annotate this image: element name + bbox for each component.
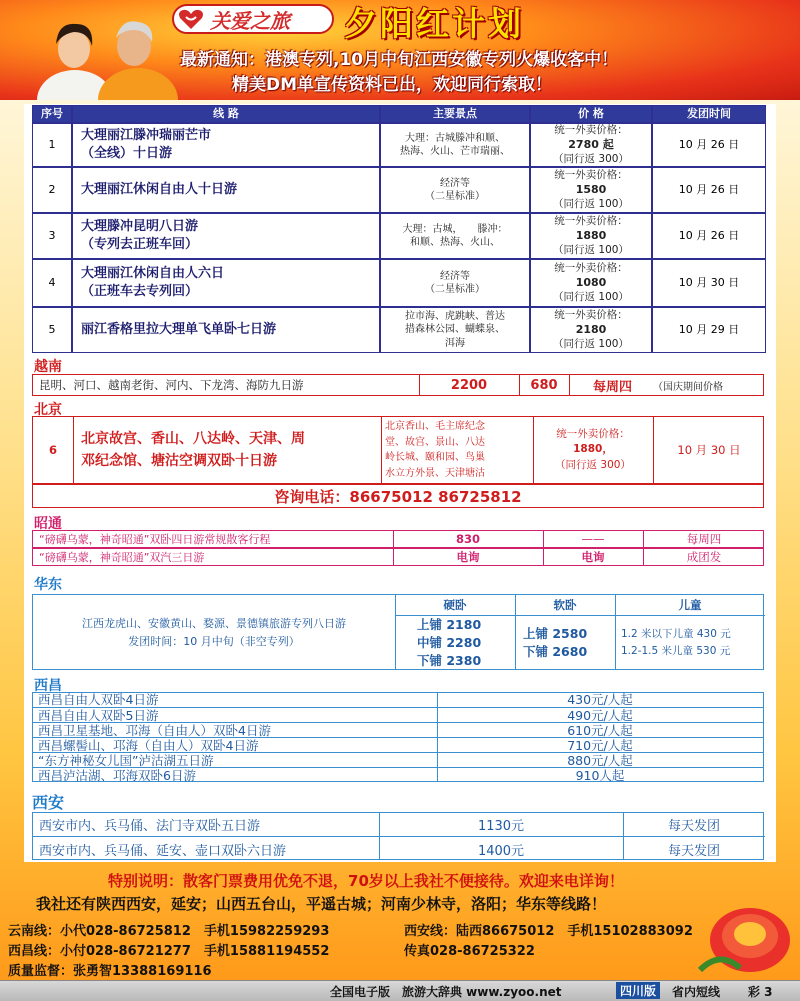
huadong-col-hard: 硬卧 <box>443 598 467 612</box>
row5-spots <box>380 307 530 353</box>
huadong-child-2: 1.2-1.5 米儿童 530 元 <box>621 645 731 657</box>
xichang-price: 910人起 <box>575 768 625 783</box>
zhaotong-price-1: 830 <box>455 532 480 546</box>
beijing-route <box>81 417 381 483</box>
beijing-date: 10 月 30 日 <box>677 443 741 457</box>
zhaotong-route-2: “磅礴乌蒙，神奇昭通”双汽三日游 <box>39 551 205 564</box>
row1-spots <box>380 123 530 167</box>
row1-route-line2: （全线）十日游 <box>81 146 173 161</box>
xian-schedule-1: 每天发团 <box>667 819 720 834</box>
row4-price-value: 1080 <box>575 275 607 289</box>
row3-no: 3 <box>32 213 72 259</box>
peony-flower-icon <box>690 890 800 980</box>
row1-route <box>72 123 380 167</box>
th-date: 发团时间 <box>652 105 766 123</box>
beijing-spot2: 堂、故宫、景山、八达 <box>385 436 485 448</box>
row5-date: 10 月 29 日 <box>652 307 766 353</box>
notice-line-2: 精美DM单宣传资料已出，欢迎同行索取！ <box>232 75 553 95</box>
section-beijing: 北京 <box>34 402 62 418</box>
xichang-route: 西昌螺髻山、邛海（自由人）双卧4日游 <box>38 738 259 753</box>
row3-route-line2: （专列去正班车回） <box>81 237 199 252</box>
row2-price-value: 1580 <box>575 182 607 196</box>
zhaotong-row-1 <box>32 530 764 548</box>
xichang-route: 西昌自由人双卧4日游 <box>38 692 159 707</box>
xichang-route: 西昌泸沽湖、邛海双卧6日游 <box>38 768 196 783</box>
row3-route-line1: 大理滕冲昆明八日游 <box>81 219 199 235</box>
row1-route-line1: 大理丽江滕冲瑞丽芒市 <box>81 128 212 144</box>
contact-yunnan: 云南线：小代028-86725812 手机15982259293 <box>8 924 330 939</box>
logo-text: 关爱之旅 <box>210 8 290 33</box>
brand-logo <box>172 4 334 34</box>
huadong-soft-2: 下铺 2680 <box>523 644 588 659</box>
zhaotong-price-2: 电询 <box>456 550 480 564</box>
row5-spot3: 洱海 <box>445 337 465 349</box>
more-routes: 我社还有陕西西安，延安；山西五台山，平遥古城；河南少林寺，洛阳；华东等线路！ <box>36 895 607 913</box>
special-label: 特别说明： <box>108 872 184 890</box>
th-no: 序号 <box>32 105 72 123</box>
header-banner <box>0 0 800 100</box>
th-price: 价 格 <box>530 105 652 123</box>
contact-quality: 质量监督：张勇智13388169116 <box>8 964 212 979</box>
huadong-soft-1: 上铺 2580 <box>523 625 588 641</box>
row2-spots <box>380 167 530 213</box>
xichang-row <box>32 722 764 737</box>
row3-date: 10 月 26 日 <box>652 213 766 259</box>
row1-price-value: 2780 起 <box>568 137 614 151</box>
section-xian: 西安 <box>32 793 65 812</box>
row5-no: 5 <box>32 307 72 353</box>
huadong-col-soft: 软卧 <box>553 598 577 612</box>
row2-spot2: （二星标准） <box>425 191 485 202</box>
xichang-route: 西昌卫星基地、邛海（自由人）双卧4日游 <box>38 723 271 738</box>
row4-no: 4 <box>32 259 72 307</box>
xichang-route: “东方神秘女儿国”泸沽湖五日游 <box>38 753 214 768</box>
vietnam-route: 昆明、河口、越南老街、河内、下龙湾、海防九日游 <box>39 378 304 392</box>
row3-price <box>530 213 652 259</box>
zhaotong-peer-1: —— <box>581 532 605 546</box>
row1-price-peer: （同行返 300） <box>553 153 629 166</box>
row4-price-peer: （同行返 100） <box>553 291 629 304</box>
huadong-child-1: 1.2 米以下儿童 430 元 <box>621 628 731 641</box>
section-vietnam: 越南 <box>34 359 62 375</box>
beijing-price <box>533 417 653 483</box>
bottom-bar-section: 省内短线 <box>672 985 721 999</box>
xichang-row <box>32 767 764 782</box>
row4-date: 10 月 30 日 <box>652 259 766 307</box>
zhaotong-schedule-2: 成团发 <box>686 550 722 564</box>
xian-route-2: 西安市内、兵马俑、延安、壶口双卧六日游 <box>39 843 287 859</box>
heart-icon <box>178 8 204 30</box>
xian-schedule-2: 每天发团 <box>667 843 720 859</box>
xichang-price: 430元/人起 <box>567 692 633 707</box>
huadong-col-child: 儿童 <box>678 598 702 612</box>
row4-price <box>530 259 652 307</box>
xichang-price: 610元/人起 <box>567 723 633 738</box>
contact-fax: 传真028-86725322 <box>404 944 535 959</box>
row1-price <box>530 123 652 167</box>
bottom-bar-edition: 四川版 <box>616 982 660 999</box>
row4-route-line2: （正班车去专列回） <box>81 284 199 299</box>
huadong-hard-prices <box>417 615 481 671</box>
xichang-price: 880元/人起 <box>567 753 633 768</box>
row4-price-label: 统一外卖价格： <box>554 262 628 275</box>
row5-price <box>530 307 652 353</box>
row3-route <box>72 213 380 259</box>
huadong-child-prices <box>621 615 731 671</box>
row2-date: 10 月 26 日 <box>652 167 766 213</box>
huadong-table <box>32 594 764 670</box>
notice-line-1: 最新通知：港澳专列,10月中旬江西安徽专列火爆收客中！ <box>180 50 619 70</box>
th-route: 线 路 <box>72 105 380 123</box>
beijing-spots <box>385 417 533 483</box>
zhaotong-route-1: “磅礴乌蒙，神奇昭通”双卧四日游常规散客行程 <box>39 533 271 546</box>
huadong-hard-1: 上铺 2180 <box>417 616 482 632</box>
zhaotong-peer-2: 电询 <box>581 550 605 564</box>
huadong-depart: 发团时间：10 月中旬（非空专列） <box>128 635 300 648</box>
zhaotong-schedule-1: 每周四 <box>686 532 722 546</box>
row4-route-line1: 大理丽江休闲自由人六日 <box>81 266 225 282</box>
section-xichang: 西昌 <box>34 678 62 694</box>
beijing-spot3: 岭长城、颐和园、鸟巢 <box>385 452 485 463</box>
beijing-price-value: 1880， <box>573 443 613 456</box>
xichang-price: 490元/人起 <box>567 708 633 723</box>
huadong-route: 江西龙虎山、安徽黄山、婺源、景德镇旅游专列八日游 <box>82 617 346 631</box>
contact-xian: 西安线：陆西86675012 手机15102883092 <box>404 924 693 939</box>
couple-photo-icon <box>30 14 180 100</box>
contact-xichang: 西昌线：小付028-86721277 手机15881194552 <box>8 944 330 959</box>
row5-price-peer: （同行返 100） <box>553 338 629 351</box>
xian-price-1: 1130元 <box>477 819 525 834</box>
row2-spot1: 经济等 <box>440 177 470 189</box>
huadong-soft-prices <box>523 615 587 671</box>
vietnam-note: （国庆期间价格 <box>653 381 723 393</box>
beijing-row <box>32 416 764 484</box>
row3-price-label: 统一外卖价格： <box>554 215 628 228</box>
beijing-spot4: 水立方外景、天津塘沽 <box>385 467 485 479</box>
row5-price-label: 统一外卖价格： <box>554 309 628 322</box>
xichang-row <box>32 737 764 752</box>
xian-price-2: 1400元 <box>477 843 525 859</box>
section-zhaotong: 昭通 <box>34 516 62 532</box>
row5-spot1: 拉市海、虎跳峡、普达 <box>405 310 505 322</box>
row5-spot2: 措森林公园、蝴蝶泉、 <box>405 324 505 336</box>
xichang-price: 710元/人起 <box>567 738 633 753</box>
hotline: 咨询电话：86675012 86725812 <box>32 484 764 508</box>
beijing-price-peer: （同行返 300） <box>555 458 631 471</box>
huadong-hard-3: 下铺 2380 <box>417 653 482 669</box>
row2-route: 大理丽江休闲自由人十日游 <box>72 167 380 213</box>
row3-price-value: 1880 <box>575 228 607 242</box>
row1-spot1: 大理：古城滕冲和顺、 <box>405 132 505 144</box>
xian-route-1: 西安市内、兵马俑、法门寺双卧五日游 <box>39 819 261 834</box>
row2-no: 2 <box>32 167 72 213</box>
row2-price-peer: （同行返 100） <box>553 198 629 211</box>
row2-price-label: 统一外卖价格： <box>554 169 628 182</box>
xian-table <box>32 812 764 860</box>
row1-date: 10 月 26 日 <box>652 123 766 167</box>
beijing-route-line1: 北京故宫、香山、八达岭、天津、周 <box>81 430 305 447</box>
row1-price-label: 统一外卖价格： <box>554 124 628 137</box>
xichang-row <box>32 692 764 707</box>
vietnam-price: 2200 <box>450 377 488 393</box>
vietnam-peer: 680 <box>530 377 558 393</box>
row4-spot1: 经济等 <box>440 270 470 282</box>
beijing-no: 6 <box>48 443 57 457</box>
row1-no: 1 <box>32 123 72 167</box>
section-huadong: 华东 <box>34 577 62 593</box>
row4-spot2: （二星标准） <box>425 284 485 295</box>
th-spots: 主要景点 <box>380 105 530 123</box>
beijing-route-line2: 邓纪念馆、塘沽空调双卧十日游 <box>81 453 277 469</box>
xichang-route: 西昌自由人双卧5日游 <box>38 708 159 723</box>
huadong-hard-2: 中铺 2280 <box>417 634 482 650</box>
bottom-bar-site: 全国电子版 旅游大辞典 www.zyoo.net <box>330 985 562 999</box>
xichang-row <box>32 707 764 722</box>
special-text: 散客门票费用优免不退，70岁以上我社不便接待。欢迎来电详询！ <box>183 872 624 890</box>
vietnam-row <box>32 374 764 396</box>
row1-spot2: 热海、火山、芒市瑞丽、 <box>400 146 510 157</box>
xichang-row <box>32 752 764 767</box>
row2-price <box>530 167 652 213</box>
row3-spot1: 大理：古城， 滕冲： <box>402 223 508 235</box>
bottom-bar-page: 彩 3 <box>748 985 773 999</box>
zhaotong-row-2 <box>32 548 764 566</box>
row3-spot2: 和顺、热海、火山、 <box>410 237 500 248</box>
row3-spots <box>380 213 530 259</box>
bottom-bar <box>0 980 800 1001</box>
row5-price-value: 2180 <box>575 322 607 336</box>
row3-price-peer: （同行返 100） <box>553 244 629 257</box>
beijing-price-label: 统一外卖价格： <box>556 428 630 441</box>
page-title: 夕阳红计划 <box>344 4 524 43</box>
row4-route <box>72 259 380 307</box>
vietnam-schedule: 每周四 <box>593 379 633 395</box>
beijing-spot1: 北京香山、毛主席纪念 <box>385 421 485 432</box>
special-note <box>108 870 624 891</box>
row4-spots <box>380 259 530 307</box>
huadong-route-cell <box>33 595 395 671</box>
row5-route: 丽江香格里拉大理单飞单卧七日游 <box>72 307 380 353</box>
